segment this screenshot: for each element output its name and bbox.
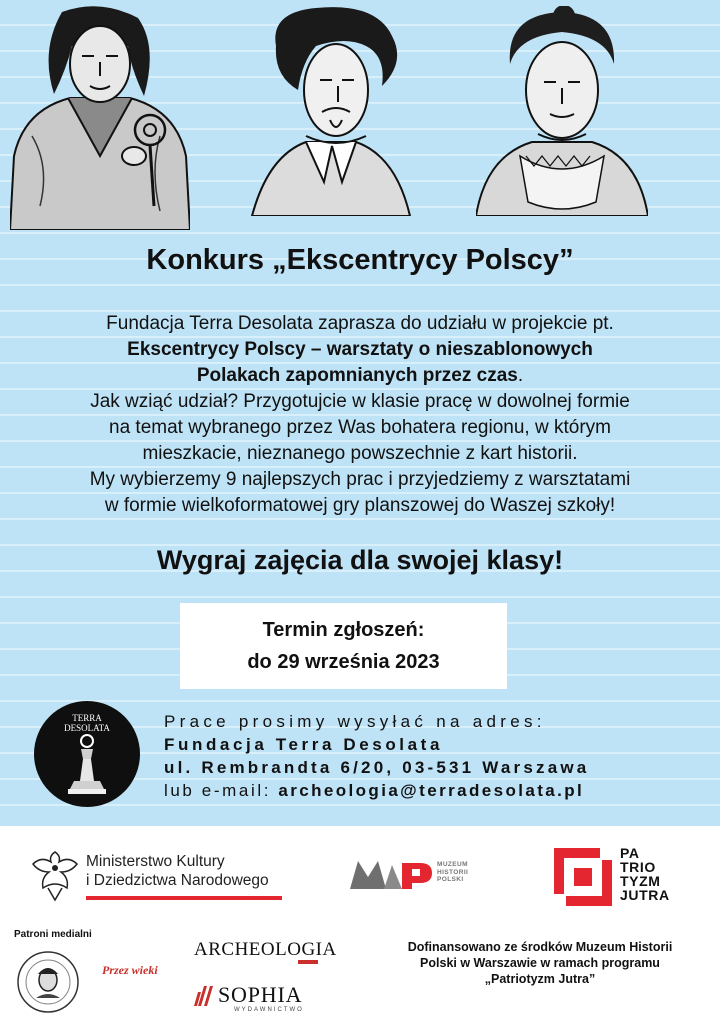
sophia-mark-icon — [194, 986, 216, 1006]
sophia-subtitle: WYDAWNICTWO — [234, 1007, 304, 1013]
project-title-line-1 — [40, 337, 680, 363]
project-title-part-1: Ekscentrycy Polscy – warsztaty o nieszablonowych — [127, 339, 593, 360]
patriotyzm-name — [620, 846, 670, 902]
address-name: Fundacja Terra Desolata — [164, 735, 443, 754]
chess-piece-logo-icon — [34, 701, 140, 807]
logo-text-top: TERRA — [72, 713, 102, 723]
przez-wieki-logo: Przez wieki — [102, 963, 158, 977]
ministry-line-1: Ministerstwo Kultury — [86, 853, 225, 870]
patriotyzm-logo-icon — [554, 848, 612, 906]
paderewski-engraving-icon — [246, 6, 416, 216]
terra-desolata-logo — [34, 701, 140, 807]
intro-line: mieszkacie, nieznanego powszechnie z kart historii. — [142, 443, 578, 464]
project-title-end: . — [517, 365, 524, 386]
email-address: archeologia@terradesolata.pl — [278, 781, 585, 800]
archeologia-accent-bar — [298, 960, 318, 964]
deadline-date: do 29 września 2023 — [247, 651, 440, 673]
address-street: ul. Rembrandta 6/20, 03-531 Warszawa — [164, 758, 590, 777]
curie-engraving-icon — [476, 6, 648, 216]
museum-line-1: MUZEUM — [437, 861, 468, 868]
intro-text — [40, 311, 680, 519]
page-title: Konkurs „Ekscentrycy Polscy” — [146, 244, 574, 276]
address-intro: Prace prosimy wysyłać na adres: — [164, 712, 546, 731]
intro-line: na temat wybranego przez Was bohatera regionu, w którym — [109, 417, 611, 438]
deadline-label: Termin zgłoszeń: — [262, 619, 425, 641]
patriotyzm-line-4: JUTRA — [620, 887, 670, 903]
polish-eagle-icon — [30, 848, 80, 904]
ministry-accent-bar — [86, 896, 282, 900]
project-title-part-2: Polakach zapomnianych przez czas — [196, 365, 518, 386]
submission-address — [164, 710, 704, 802]
project-title-line-2 — [40, 363, 680, 389]
archeologia-logo: ARCHEOLOGIA — [194, 939, 337, 960]
museum-line-2: HISTORII — [437, 868, 469, 876]
address-email-row — [164, 779, 704, 802]
ministry-name — [86, 852, 269, 890]
deadline-box — [180, 603, 507, 689]
intro-line: Fundacja Terra Desolata zaprasza do udziału w projekcie pt. — [106, 313, 614, 334]
museum-logo-icon — [350, 859, 434, 889]
funding-line: Polski w Warszawie w ramach programu — [420, 956, 660, 970]
copernicus-engraving-icon — [10, 6, 190, 230]
call-to-action: Wygraj zajęcia dla swojej klasy! — [156, 545, 564, 575]
intro-line: w formie wielkoformatowej gry planszowej do Waszej szkoły! — [104, 495, 616, 516]
funding-line: Dofinansowano ze środków Muzeum Historii — [407, 940, 673, 954]
media-patrons-label: Patroni medialni — [14, 929, 92, 940]
patriotyzm-line-2: TRIO — [620, 859, 656, 875]
email-prefix: lub e-mail: — [164, 781, 272, 800]
funding-line: „Patriotyzm Jutra” — [484, 972, 596, 986]
footer-sponsors — [0, 826, 720, 1018]
intro-line: Jak wziąć udział? Przygotujcie w klasie pracę w dowolnej formie — [90, 391, 630, 412]
ministry-line-2: i Dziedzictwa Narodowego — [86, 872, 269, 889]
logo-text-bottom: DESOLATA — [64, 723, 110, 733]
patriotyzm-line-1: PA — [620, 845, 640, 861]
curie-medal-icon — [16, 950, 80, 1014]
museum-line-3: POLSKI — [437, 876, 464, 883]
intro-line: My wybierzemy 9 najlepszych prac i przyjedziemy z warsztatami — [89, 469, 631, 490]
museum-name — [437, 861, 468, 884]
patriotyzm-line-3: TYZM — [620, 873, 661, 889]
sophia-logo: SOPHIA — [218, 982, 303, 1007]
funding-note — [380, 939, 700, 987]
